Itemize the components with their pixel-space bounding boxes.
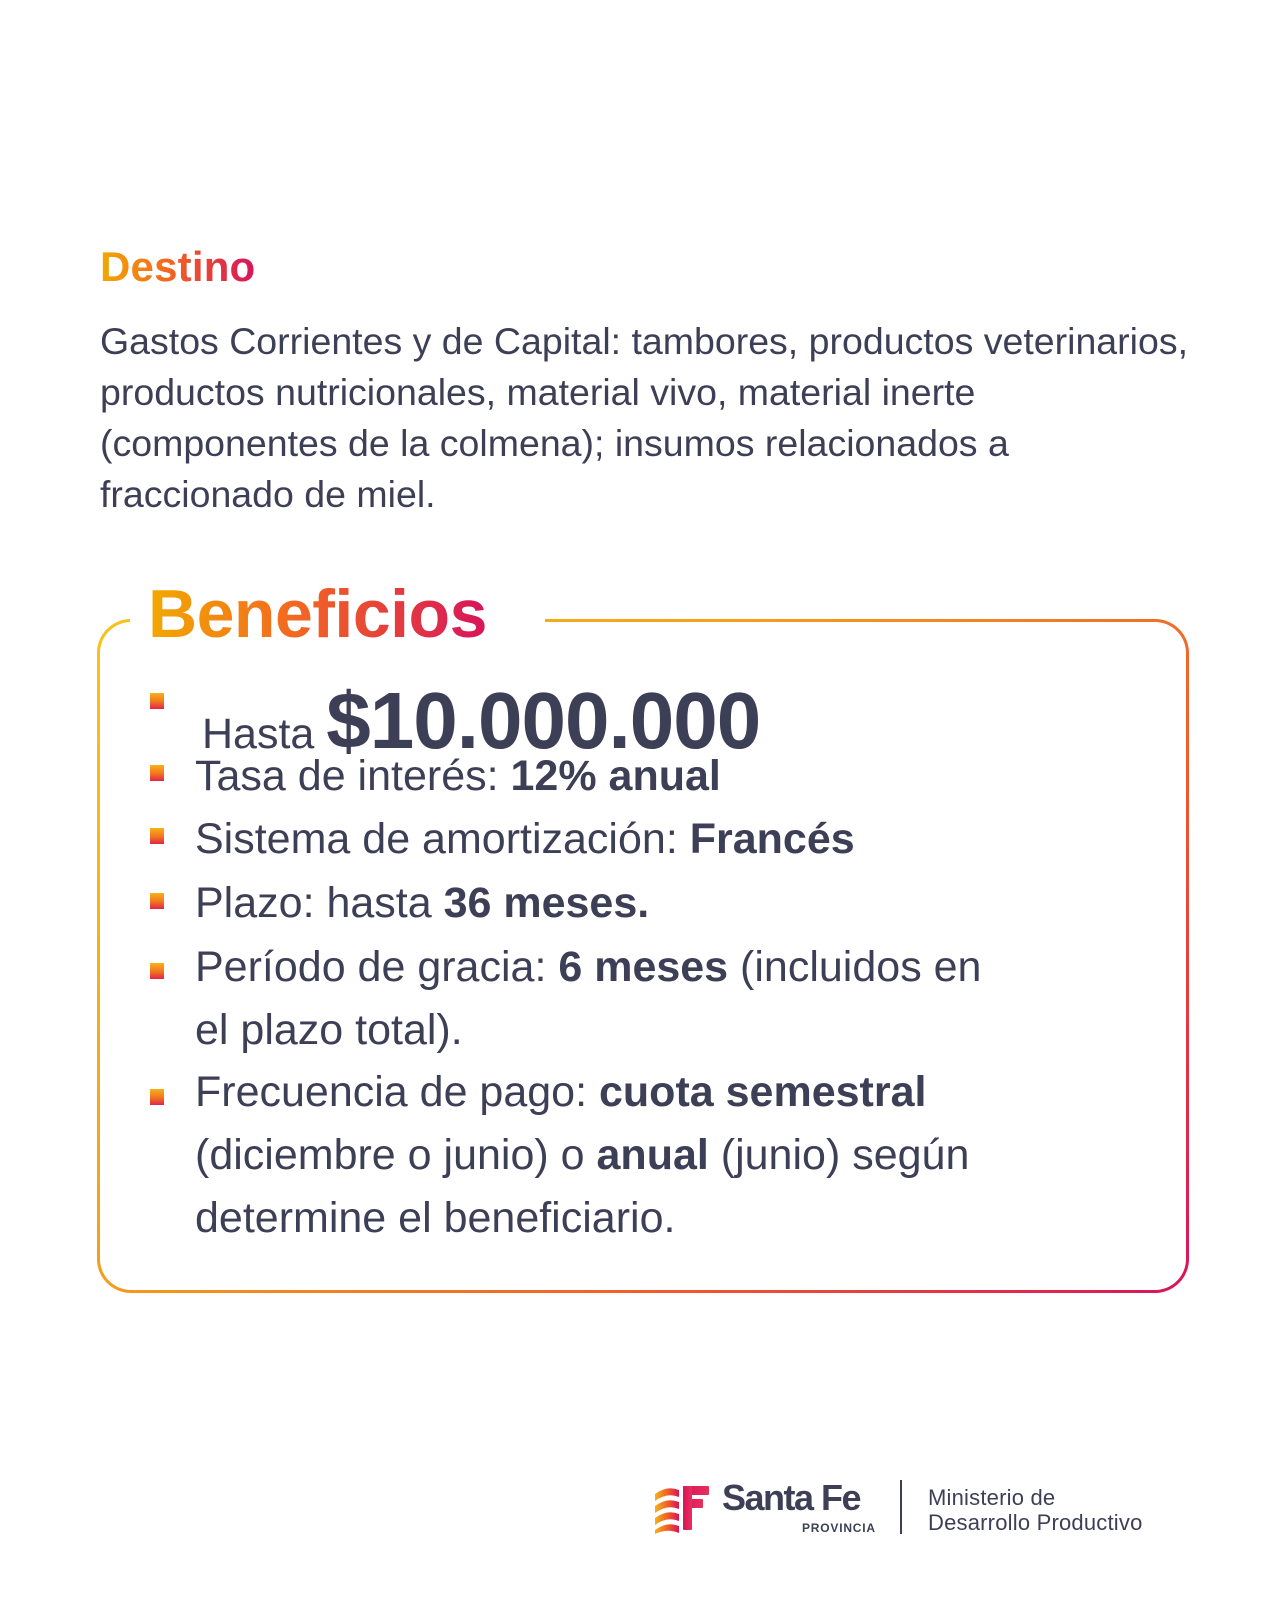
beneficio-gracia bbox=[195, 935, 981, 999]
plazo-label: Plazo: hasta bbox=[195, 879, 444, 927]
tasa-value: 12% anual bbox=[510, 752, 721, 800]
beneficio-plazo bbox=[195, 871, 649, 935]
gracia-label: Período de gracia: bbox=[195, 943, 559, 991]
monto-prefix: Hasta bbox=[202, 710, 315, 758]
logo-santa-fe: Santa Fe bbox=[722, 1477, 861, 1518]
gracia-value: 6 meses bbox=[558, 943, 729, 991]
sistema-label: Sistema de amortización: bbox=[195, 815, 690, 863]
destino-heading: Destino bbox=[100, 243, 256, 290]
bullet-icon bbox=[150, 693, 164, 709]
ministerio-line1: Ministerio de bbox=[928, 1485, 1056, 1510]
beneficio-frecuencia-line3 bbox=[195, 1186, 675, 1250]
tasa-label: Tasa de interés: bbox=[195, 752, 511, 800]
logo-divider bbox=[900, 1480, 902, 1534]
monto-amount: $10.000.000 bbox=[326, 676, 761, 765]
beneficios-heading: Beneficios bbox=[148, 576, 487, 652]
bullet-icon bbox=[150, 893, 164, 909]
frecuencia-line2-bold: anual bbox=[596, 1131, 709, 1179]
destino-description: Gastos Corrientes y de Capital: tambores, productos veterinarios, productos nutricionales, material vivo, material inerte (componentes de la colmena); insumos relacionados a fraccionado de miel. bbox=[100, 320, 1188, 515]
frecuencia-line3: determine el beneficiario. bbox=[195, 1194, 676, 1242]
beneficio-tasa bbox=[195, 744, 721, 808]
gracia-rest-line2: el plazo total). bbox=[195, 1006, 463, 1054]
logo-provincia: PROVINCIA bbox=[802, 1521, 876, 1535]
sistema-value: Francés bbox=[689, 815, 855, 863]
bullet-icon bbox=[150, 963, 164, 979]
ministerio-line2: Desarrollo Productivo bbox=[928, 1510, 1143, 1535]
beneficio-gracia-continuation bbox=[195, 998, 463, 1062]
beneficio-frecuencia-line2 bbox=[195, 1123, 969, 1187]
frecuencia-value: cuota semestral bbox=[599, 1068, 927, 1116]
santa-fe-stripes-logo-icon bbox=[655, 1482, 711, 1534]
gracia-rest: (incluidos en bbox=[728, 943, 982, 991]
beneficio-sistema bbox=[195, 807, 855, 871]
frecuencia-line2-a: (diciembre o junio) o bbox=[195, 1131, 597, 1179]
frecuencia-line2-b: (junio) según bbox=[708, 1131, 970, 1179]
bullet-icon bbox=[150, 765, 164, 781]
plazo-value: 36 meses. bbox=[443, 879, 650, 927]
bullet-icon bbox=[150, 1089, 164, 1105]
bullet-icon bbox=[150, 828, 164, 844]
beneficio-frecuencia bbox=[195, 1060, 926, 1124]
frecuencia-label: Frecuencia de pago: bbox=[195, 1068, 599, 1116]
